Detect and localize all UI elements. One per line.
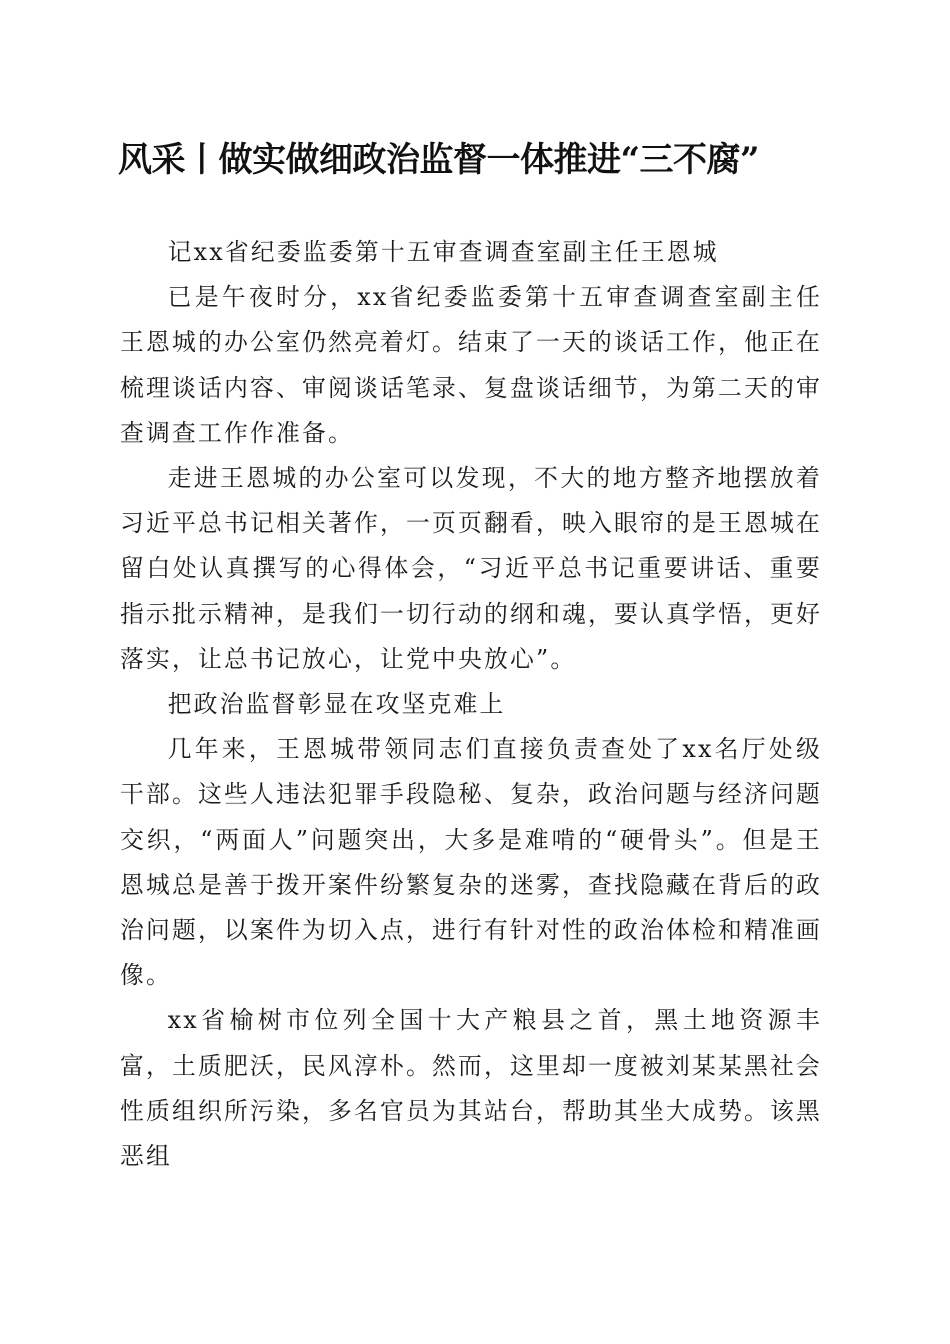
subtitle-paragraph: 记xx省纪委监委第十五审查调查室副主任王恩城 bbox=[167, 238, 719, 266]
body-paragraph: 已是午夜时分，xx省纪委监委第十五审查调查室副主任王恩城的办公室仍然亮着灯。结束了一天的谈话工作，他正在梳理谈话内容、审阅谈话笔录、复盘谈话细节，为第二天的审查调查工作作准备。 bbox=[120, 283, 822, 447]
section-heading: 把政治监督彰显在攻坚克难上 bbox=[167, 690, 506, 719]
body-paragraph: 走进王恩城的办公室可以发现，不大的地方整齐地摆放着习近平总书记相关著作，一页页翻看，映入眼帘的是王恩城在留白处认真撰写的心得体会，“习近平总书记重要讲话、重要指示批示精神，是我们一切行动的纲和魂，要认真学悟，更好落实，让总书记放心，让党中央放心”。 bbox=[120, 464, 822, 673]
document-title: 风采丨做实做细政治监督一体推进“三不腐” bbox=[118, 140, 760, 180]
body-paragraph: 几年来，王恩城带领同志们直接负责查处了xx名厅处级干部。这些人违法犯罪手段隐秘、复杂，政治问题与经济问题交织，“两面人”问题突出，大多是难啃的“硬骨头”。但是王恩城总是善于拨开案件纷繁复杂的迷雾，查找隐藏在背后的政治问题，以案件为切入点，进行有针对性的政治体检和精准画像。 bbox=[120, 735, 822, 990]
body-paragraph: xx省榆树市位列全国十大产粮县之首，黑土地资源丰富，土质肥沃，民风淳朴。然而，这里却一度被刘某某黑社会性质组织所污染，多名官员为其站台，帮助其坐大成势。该黑恶组 bbox=[120, 1006, 822, 1171]
document-body bbox=[120, 230, 822, 1179]
